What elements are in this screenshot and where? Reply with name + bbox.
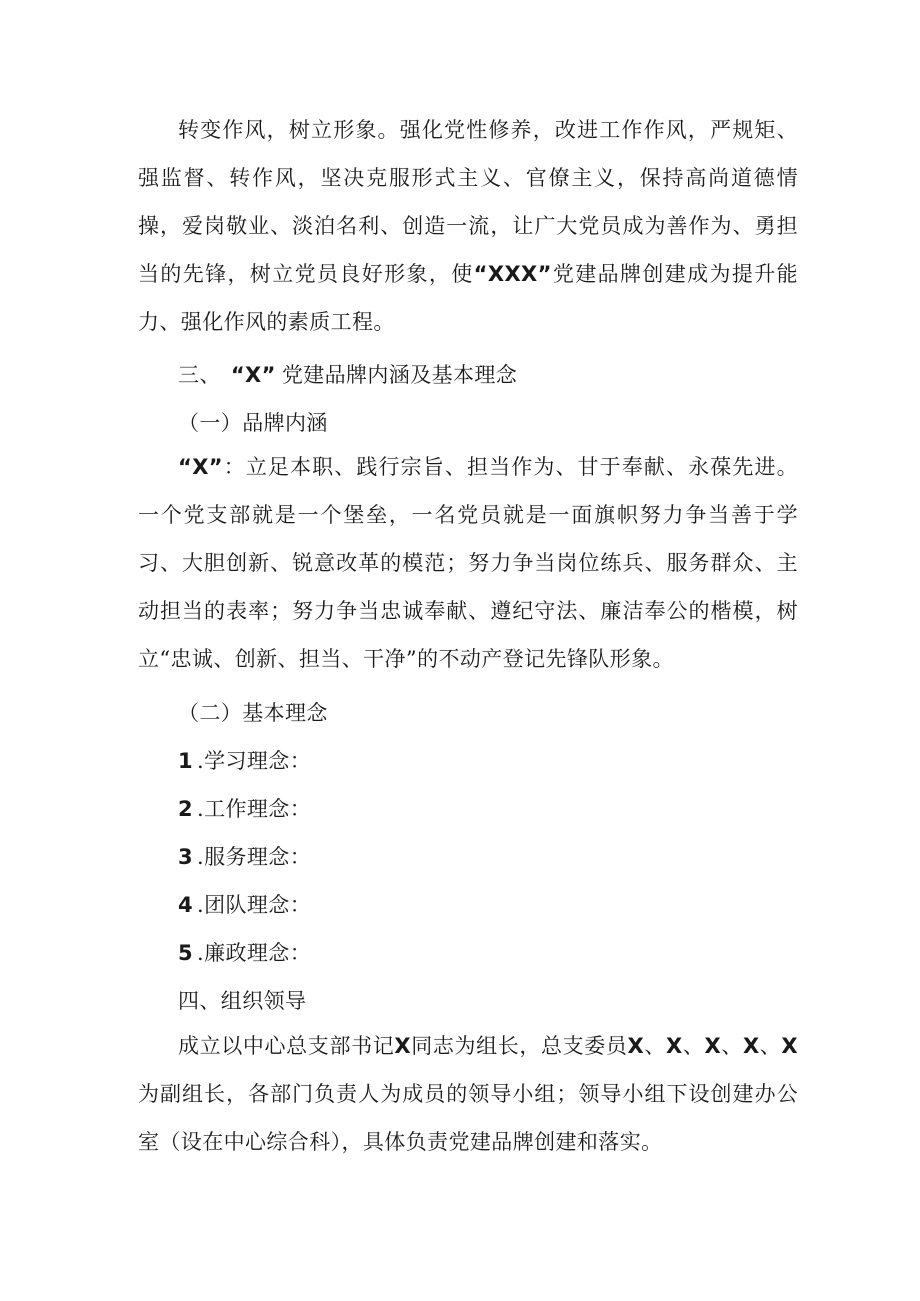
heading-prefix: 三、 [178,363,221,387]
heading-text: 党建品牌内涵及基本理念 [281,363,518,387]
brand-name-bold: “XXX” [473,262,552,286]
brand-name-bold: “X” [230,363,276,387]
section-heading-4: 四、组织领导 [178,989,307,1013]
concept-item: 1 .学习理念： [178,749,312,773]
paragraph-style-transformation [138,106,798,346]
paragraph-brand-connotation [138,443,798,683]
concept-item: 5 .廉政理念： [178,941,312,965]
paragraph-text: ：立足本职、践行宗旨、担当作为、甘于奉献、永葆先进。一个党支部就是一个堡垒，一名党员就是一面旗帜努力争当善于学习、大胆创新、锐意改革的模范；努力争当岗位练兵、服务群众、主动担当的表率；努力争当忠诚奉献、遵纪守法、廉洁奉公的楷模，树立“忠诚、创新、担当、干净”的不动产登记先锋队形象。 [138,455,798,671]
brand-name-bold: “X” [178,455,223,479]
section-heading-3 [178,360,517,390]
concept-item: 3 .服务理念： [178,845,312,869]
paragraph-organization: 成立以中心总支部书记X同志为组长，总支委员X、X、X、X、X为副组长，各部门负责人为成员的领导小组；领导小组下设创建办公室（设在中心综合科），具体负责党建品牌创建和落实。 [138,1034,799,1154]
paragraph-text: 党建品牌创建成为提升能力、强化作风的素质工程。 [138,262,798,334]
subsection-brand-connotation: （一）品牌内涵 [178,411,328,435]
concept-item: 4 .团队理念： [178,893,312,917]
concept-item: 2 .工作理念： [178,797,312,821]
subsection-basic-concepts: （二）基本理念 [178,701,328,725]
paragraph-text: 转变作风，树立形象。强化党性修养，改进工作作风，严规矩、强监督、转作风，坚决克服形式主义、官僚主义，保持高尚道德情操，爱岗敬业、淡泊名利、创造一流，让广大党员成为善作为、勇担当的先锋，树立党员良好形象，使 [138,118,798,286]
